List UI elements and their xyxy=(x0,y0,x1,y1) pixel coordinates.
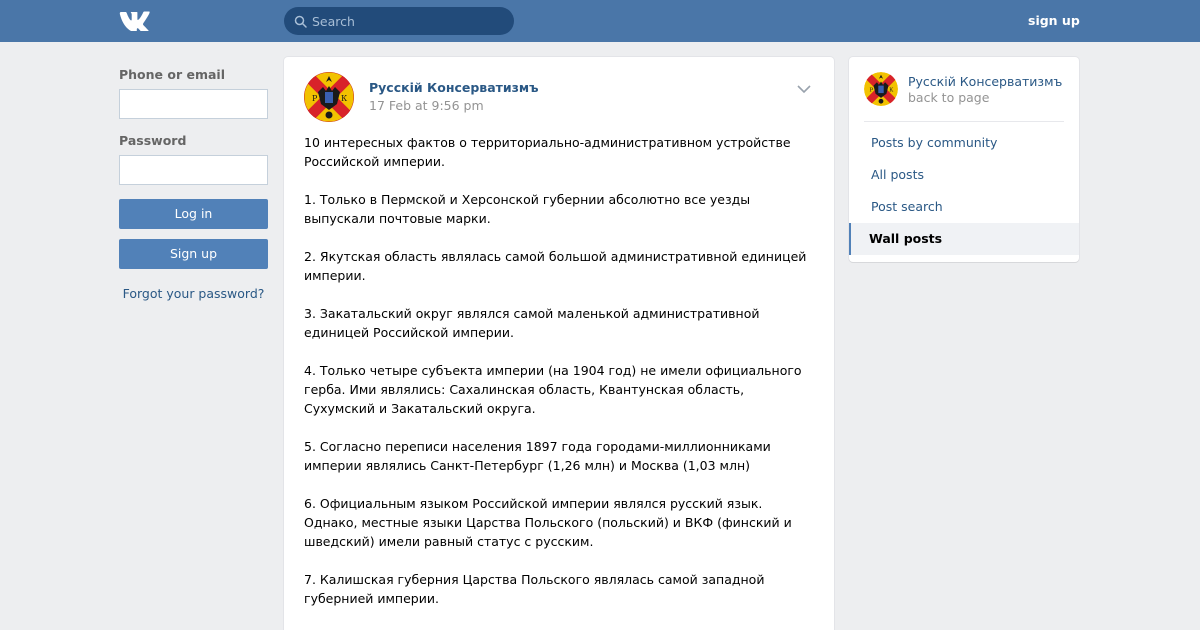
post-paragraph: 6. Официальным языком Российской империи являлся русский язык. Однако, местные языки Царства Польского (польский) и ВКФ (финский и шведский) имели равный статус с русским. xyxy=(304,496,792,549)
avatar-letter-right: К xyxy=(889,87,894,94)
coat-of-arms-icon xyxy=(864,72,898,106)
signup-button[interactable]: Sign up xyxy=(119,239,268,269)
chevron-down-icon[interactable] xyxy=(796,83,812,95)
post-paragraph: 7. Калишская губерния Царства Польского являлась самой западной губернией империи. xyxy=(304,572,765,606)
header-signup-link[interactable]: sign up xyxy=(1028,13,1080,28)
post-paragraph: 5. Согласно переписи населения 1897 года городами-миллионниками империи являлись Санкт-Петербург (1,26 млн) и Москва (1,03 млн) xyxy=(304,439,771,473)
sidebar-avatar[interactable] xyxy=(864,72,898,106)
login-button[interactable]: Log in xyxy=(119,199,268,229)
post-paragraph: 4. Только четыре субъекта империи (на 1904 год) не имели официального герба. Ими являлись: Сахалинская область, Квантунская область, Сухумский и Закатальский округа. xyxy=(304,363,802,416)
search-input[interactable] xyxy=(312,7,508,35)
community-avatar[interactable] xyxy=(304,72,354,122)
post-author[interactable]: Русскій Консерватизмъ xyxy=(369,80,539,95)
sidebar-item-post-search[interactable]: Post search xyxy=(871,199,943,214)
login-form xyxy=(119,67,268,301)
back-to-page-link[interactable]: back to page xyxy=(908,90,990,105)
post-paragraph: 2. Якутская область являлась самой большой административной единицей империи. xyxy=(304,249,807,283)
sidebar-item-posts-by-community[interactable]: Posts by community xyxy=(871,135,998,150)
top-bar xyxy=(0,0,1200,42)
post-date[interactable]: 17 Feb at 9:56 pm xyxy=(369,98,484,113)
community-sidebar xyxy=(849,57,1079,262)
sidebar-community-name[interactable]: Русскій Консерватизмъ xyxy=(908,74,1063,89)
search-icon xyxy=(294,15,307,28)
sidebar-menu xyxy=(849,127,1079,255)
phone-email-field[interactable] xyxy=(119,89,268,119)
divider xyxy=(864,121,1064,122)
forgot-password-link[interactable]: Forgot your password? xyxy=(122,286,265,301)
post-paragraph: 1. Только в Пермской и Херсонской губернии абсолютно все уезды выпускали почтовые марки. xyxy=(304,192,751,226)
password-field[interactable] xyxy=(119,155,268,185)
coat-of-arms-icon xyxy=(304,72,354,122)
avatar-letter-left: Р xyxy=(869,87,874,94)
wall-post xyxy=(284,57,834,630)
post-paragraph: 10 интересных фактов о территориально-административном устройстве Российской империи. xyxy=(304,135,791,169)
avatar-letter-left: Р xyxy=(312,94,318,103)
post-paragraph: 3. Закатальский округ являлся самой маленькой административной единицей Российской империи. xyxy=(304,306,760,340)
sidebar-item-wall-posts[interactable]: Wall posts xyxy=(849,223,1079,255)
avatar-letter-right: К xyxy=(341,94,348,103)
search-box[interactable] xyxy=(284,7,514,35)
vk-logo-icon[interactable] xyxy=(119,11,152,31)
sidebar-item-all-posts[interactable]: All posts xyxy=(871,167,924,182)
password-label: Password xyxy=(119,133,187,148)
phone-label: Phone or email xyxy=(119,67,225,82)
post-text xyxy=(304,133,814,627)
